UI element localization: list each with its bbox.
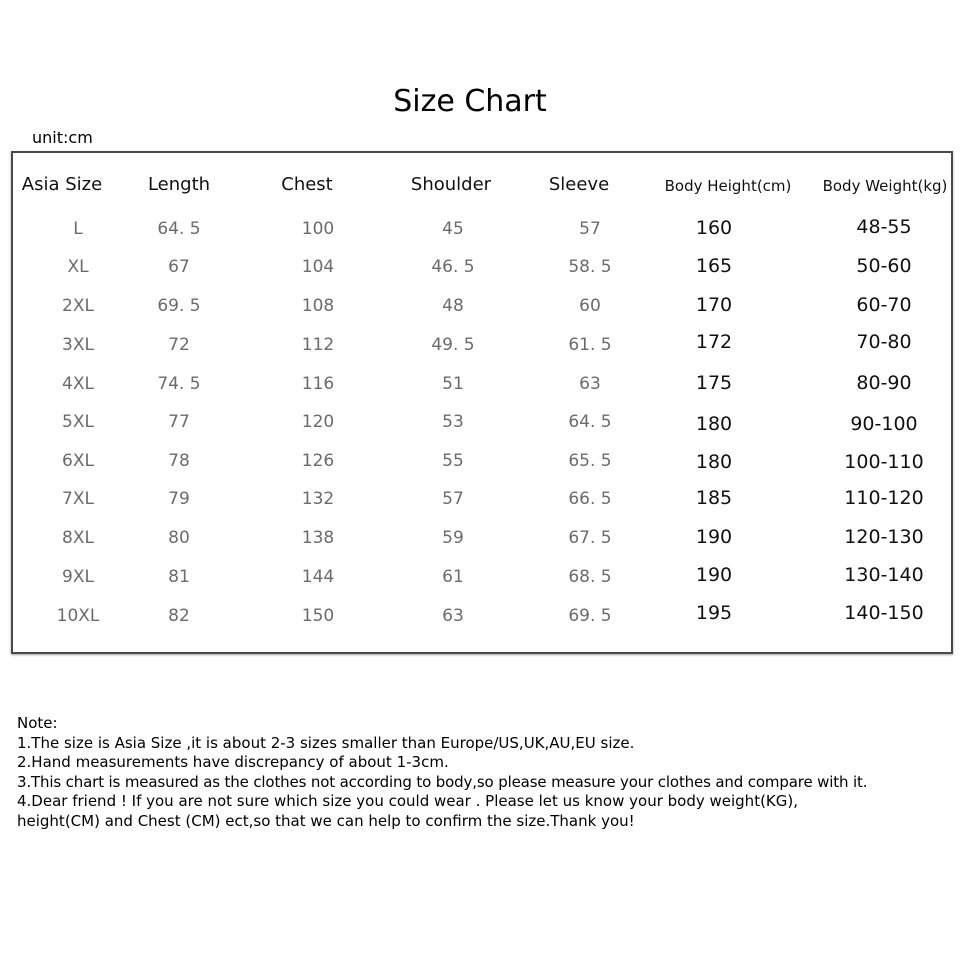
table-cell: 72 <box>168 335 190 355</box>
table-cell: XL <box>67 257 89 277</box>
table-cell: 4XL <box>62 374 94 394</box>
note-line: 3.This chart is measured as the clothes not according to body,so please measure your clothes and compare with it. <box>17 772 868 791</box>
note-line: 2.Hand measurements have discrepancy of about 1-3cm. <box>17 753 449 772</box>
note-line: 1.The size is Asia Size ,it is about 2-3 sizes smaller than Europe/US,UK,AU,EU size. <box>17 733 635 752</box>
header-body-height: Body Height(cm) <box>664 177 792 195</box>
unit-label: unit:cm <box>32 128 93 147</box>
header-shoulder: Shoulder <box>410 174 492 195</box>
header-length: Length <box>147 174 211 195</box>
table-cell: 120 <box>301 412 335 432</box>
table-cell: 78 <box>168 451 190 471</box>
table-cell: 170 <box>695 294 733 316</box>
table-cell: 74. 5 <box>157 374 201 394</box>
table-cell: 110-120 <box>844 487 924 509</box>
table-cell: 77 <box>168 412 190 432</box>
table-cell: 180 <box>695 413 733 435</box>
table-cell: 49. 5 <box>431 335 475 355</box>
table-cell: 57 <box>579 219 601 239</box>
table-cell: 7XL <box>62 489 94 509</box>
table-cell: 150 <box>301 606 335 626</box>
table-cell: 58. 5 <box>568 257 612 277</box>
table-cell: 6XL <box>62 451 94 471</box>
table-cell: 50-60 <box>856 255 912 277</box>
notes-heading: Note: <box>17 714 58 732</box>
table-cell: 132 <box>301 489 335 509</box>
table-cell: 10XL <box>56 606 100 626</box>
table-cell: 45 <box>442 219 464 239</box>
table-cell: 67. 5 <box>568 528 612 548</box>
table-cell: 9XL <box>62 567 94 587</box>
table-cell: 46. 5 <box>431 257 475 277</box>
table-cell: 185 <box>695 487 733 509</box>
table-cell: 59 <box>442 528 464 548</box>
table-cell: 195 <box>695 602 733 624</box>
table-cell: 90-100 <box>850 413 918 435</box>
table-cell: 51 <box>442 374 464 394</box>
table-cell: 82 <box>168 606 190 626</box>
table-cell: 61. 5 <box>568 335 612 355</box>
table-cell: 140-150 <box>844 602 924 624</box>
table-cell: 67 <box>168 257 190 277</box>
header-sleeve: Sleeve <box>548 174 610 195</box>
table-cell: L <box>73 219 83 239</box>
table-cell: 53 <box>442 412 464 432</box>
table-cell: 60 <box>579 296 601 316</box>
table-cell: 100-110 <box>844 451 924 473</box>
table-cell: 79 <box>168 489 190 509</box>
table-cell: 70-80 <box>856 331 912 353</box>
table-cell: 81 <box>168 567 190 587</box>
notes-section <box>17 714 867 832</box>
table-cell: 108 <box>301 296 335 316</box>
table-cell: 130-140 <box>844 564 924 586</box>
table-cell: 57 <box>442 489 464 509</box>
table-cell: 160 <box>695 217 733 239</box>
table-cell: 63 <box>579 374 601 394</box>
table-cell: 116 <box>301 374 335 394</box>
table-cell: 48 <box>442 296 464 316</box>
table-cell: 63 <box>442 606 464 626</box>
table-cell: 60-70 <box>856 294 912 316</box>
table-cell: 5XL <box>62 412 94 432</box>
table-cell: 2XL <box>62 296 94 316</box>
table-cell: 48-55 <box>856 216 912 238</box>
note-line: 4.Dear friend ! If you are not sure which size you could wear . Please let us know your body weight(KG), <box>17 792 799 811</box>
table-cell: 64. 5 <box>568 412 612 432</box>
table-cell: 66. 5 <box>568 489 612 509</box>
table-cell: 165 <box>695 255 733 277</box>
note-line: height(CM) and Chest (CM) ect,so that we can help to confirm the size.Thank you! <box>17 811 635 830</box>
table-cell: 190 <box>695 526 733 548</box>
table-cell: 112 <box>301 335 335 355</box>
table-cell: 80 <box>168 528 190 548</box>
header-body-weight: Body Weight(kg) <box>822 177 948 195</box>
table-cell: 126 <box>301 451 335 471</box>
table-cell: 61 <box>442 567 464 587</box>
table-cell: 80-90 <box>856 372 912 394</box>
table-cell: 180 <box>695 451 733 473</box>
header-chest: Chest <box>281 174 333 195</box>
size-table <box>11 151 953 654</box>
table-cell: 190 <box>695 564 733 586</box>
table-cell: 64. 5 <box>157 219 201 239</box>
table-cell: 175 <box>695 372 733 394</box>
table-cell: 55 <box>442 451 464 471</box>
header-asia-size: Asia Size <box>21 174 103 195</box>
table-cell: 3XL <box>62 335 94 355</box>
table-cell: 104 <box>301 257 335 277</box>
table-cell: 69. 5 <box>157 296 201 316</box>
table-cell: 100 <box>301 219 335 239</box>
table-cell: 68. 5 <box>568 567 612 587</box>
table-cell: 172 <box>695 331 733 353</box>
page-title: Size Chart <box>393 84 547 119</box>
table-cell: 69. 5 <box>568 606 612 626</box>
table-cell: 65. 5 <box>568 451 612 471</box>
table-cell: 120-130 <box>844 526 924 548</box>
table-cell: 8XL <box>62 528 94 548</box>
table-cell: 144 <box>301 567 335 587</box>
table-cell: 138 <box>301 528 335 548</box>
